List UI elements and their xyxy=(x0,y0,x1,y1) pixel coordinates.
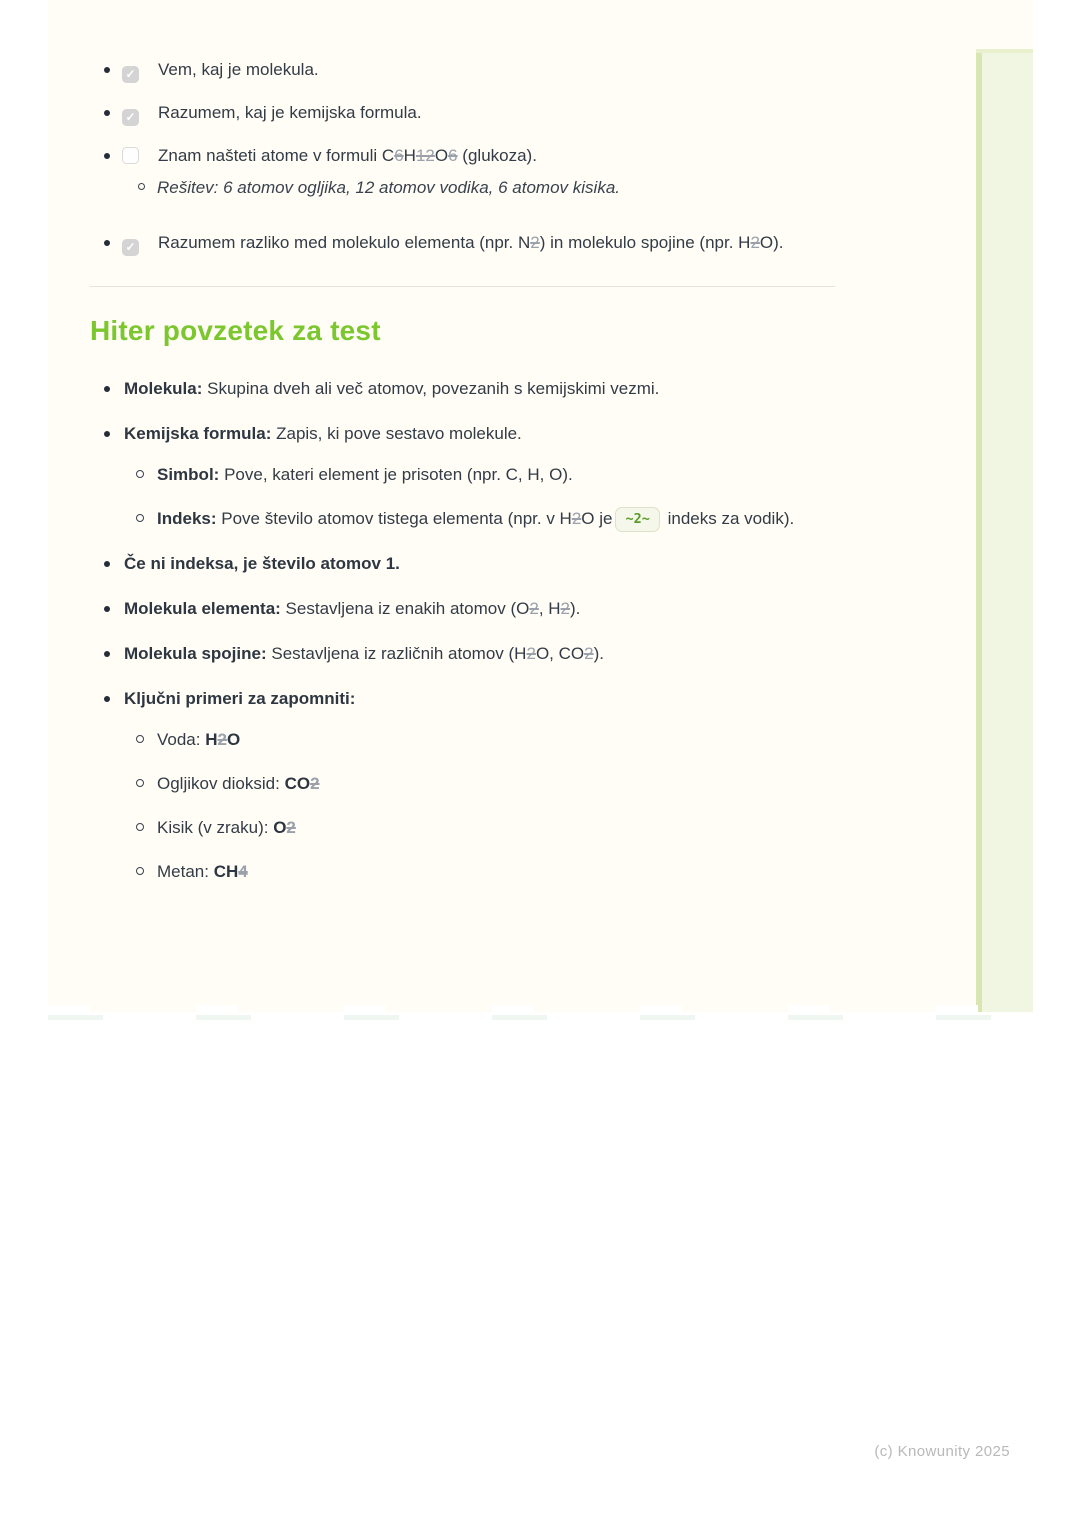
text-segment: CO xyxy=(284,774,311,794)
text-segment: O, CO xyxy=(535,644,585,664)
list-item xyxy=(90,376,835,402)
text-segment: Sestavljena iz različnih atomov (H xyxy=(266,644,527,664)
checkbox[interactable] xyxy=(122,66,139,83)
sub-list-item xyxy=(124,462,835,488)
check-icon: ✓ xyxy=(125,67,136,81)
item-text xyxy=(124,554,400,573)
sub-list xyxy=(124,727,835,885)
text-segment: indeks za vodik). xyxy=(662,509,795,528)
item-text xyxy=(158,233,784,252)
text-segment: Kisik (v zraku): xyxy=(157,818,274,838)
page-content xyxy=(90,0,835,904)
text-segment: Molekula: xyxy=(124,379,203,398)
text-segment: O xyxy=(273,818,287,838)
checklist-item xyxy=(90,230,835,256)
item-text xyxy=(158,60,319,79)
text-segment: Kemijska formula: xyxy=(124,424,272,443)
item-text xyxy=(124,599,580,618)
notes-page xyxy=(48,0,1033,1012)
text-segment: H xyxy=(205,730,218,750)
text-segment: Metan: xyxy=(157,862,214,882)
text-segment: Ogljikov dioksid: xyxy=(157,774,285,794)
text-segment: Pove, kateri element je prisoten (npr. C, H, O). xyxy=(219,465,573,484)
text-segment: Razumem, kaj je kemijska formula. xyxy=(158,103,422,122)
text-segment: Če ni indeksa, je število atomov 1. xyxy=(124,554,400,574)
solution-item xyxy=(122,175,835,201)
text-segment: Pove število atomov tistega elementa (npr. v H xyxy=(216,509,572,528)
item-text xyxy=(124,644,604,663)
text-segment: O xyxy=(434,146,449,165)
text-segment: ). xyxy=(570,599,581,619)
sub-list-item xyxy=(124,506,835,532)
struck-digit: 2 xyxy=(584,644,594,664)
checkbox[interactable] xyxy=(122,147,139,164)
checklist xyxy=(90,57,835,256)
item-text xyxy=(124,424,522,443)
item-text xyxy=(158,146,537,165)
text-segment: Ključni primeri za zapomniti: xyxy=(124,689,356,709)
item-text xyxy=(158,103,422,122)
struck-digit: 6 xyxy=(448,146,458,165)
checkbox[interactable] xyxy=(122,109,139,126)
text-segment: Voda: xyxy=(157,730,206,750)
section-divider xyxy=(90,286,835,287)
struck-digit: 2 xyxy=(530,233,540,252)
struck-digit: 2 xyxy=(560,599,571,619)
sub-list-item xyxy=(124,771,835,797)
text-segment: (glukoza). xyxy=(457,146,537,165)
struck-digit: 12 xyxy=(415,146,435,165)
checkbox[interactable] xyxy=(122,239,139,256)
struck-digit: 2 xyxy=(286,818,296,838)
text-segment: Molekula elementa: xyxy=(124,599,281,619)
checklist-item xyxy=(90,143,835,201)
list-item xyxy=(90,596,835,622)
checklist-item xyxy=(90,100,835,126)
sub-list-item xyxy=(124,859,835,885)
text-segment: O). xyxy=(759,233,784,252)
text-segment: O xyxy=(226,730,241,750)
text-segment: Rešitev: 6 atomov ogljika, 12 atomov vodika, 6 atomov kisika. xyxy=(157,178,620,197)
text-segment: Znam našteti atome v formuli C xyxy=(158,146,395,165)
struck-digit: 2 xyxy=(750,233,760,252)
text-segment: CH xyxy=(213,862,239,882)
sub-list-item xyxy=(124,815,835,841)
text-segment: Skupina dveh ali več atomov, povezanih s kemijskimi vezmi. xyxy=(202,379,660,398)
struck-digit: 6 xyxy=(394,146,404,165)
struck-digit: 2 xyxy=(217,730,227,750)
sub-list xyxy=(124,462,835,532)
text-segment: Molekula spojine: xyxy=(124,644,267,664)
section-heading: Hiter povzetek za test xyxy=(90,315,381,346)
text-segment: Indeks: xyxy=(157,509,217,528)
copyright: (c) Knowunity 2025 xyxy=(874,1443,1010,1460)
torn-edge-shadow xyxy=(48,1015,1033,1020)
list-item xyxy=(90,421,835,532)
text-segment: ). xyxy=(593,644,604,664)
highlight-strip xyxy=(976,49,1033,1012)
struck-digit: 4 xyxy=(238,862,248,882)
check-icon: ✓ xyxy=(125,240,136,254)
text-segment: Sestavljena iz enakih atomov (O xyxy=(280,599,530,619)
check-icon: ✓ xyxy=(125,110,136,124)
list-item xyxy=(90,686,835,885)
checklist-item xyxy=(90,57,835,83)
struck-digit: 2 xyxy=(571,509,582,528)
summary-list xyxy=(90,376,835,885)
text-segment: O je xyxy=(581,509,613,528)
item-text xyxy=(124,379,659,398)
sub-list-item xyxy=(124,727,835,753)
struck-digit: 2 xyxy=(529,599,539,619)
text-segment: ) in molekulo spojine (npr. H xyxy=(539,233,751,252)
list-item xyxy=(90,641,835,667)
text-segment: Zapis, ki pove sestavo molekule. xyxy=(271,424,522,443)
list-item xyxy=(90,551,835,577)
text-segment: Vem, kaj je molekula. xyxy=(158,60,319,79)
text-segment: H xyxy=(403,146,416,165)
item-text xyxy=(124,689,355,708)
struck-digit: 2 xyxy=(526,644,536,664)
inline-code-badge: ~2~ xyxy=(615,507,659,532)
text-segment: Razumem razliko med molekulo elementa (npr. N xyxy=(158,233,531,252)
struck-digit: 2 xyxy=(310,774,320,794)
text-segment: Simbol: xyxy=(157,465,220,484)
text-segment: , H xyxy=(538,599,561,619)
